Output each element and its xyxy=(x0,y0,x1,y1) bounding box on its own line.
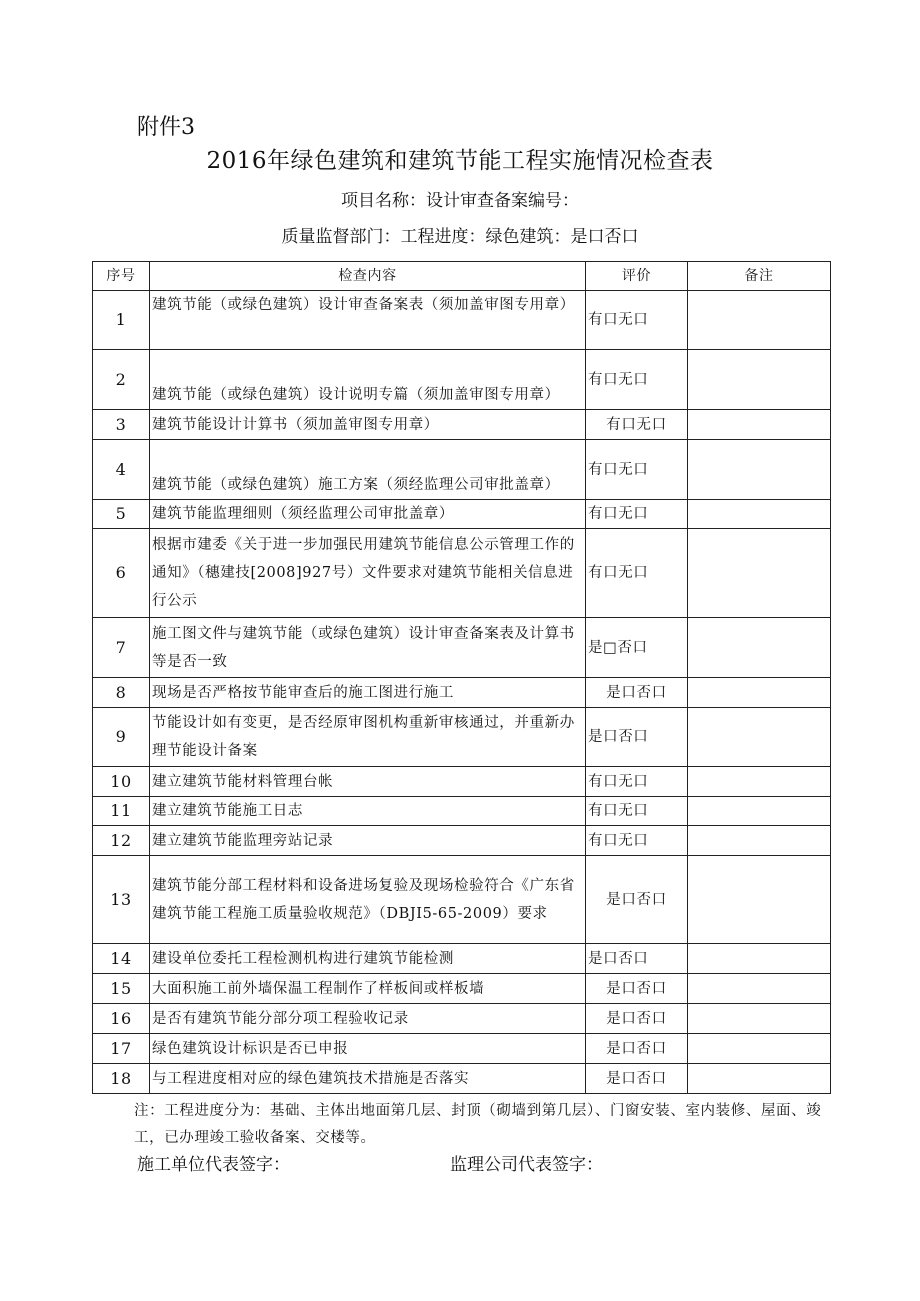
row-remarks xyxy=(688,797,831,826)
row-check-content: 建筑节能设计计算书（须加盖审图专用章） xyxy=(150,410,586,440)
row-check-content: 现场是否严格按节能审查后的施工图进行施工 xyxy=(150,678,586,708)
row-evaluation: 有口无口 xyxy=(586,440,688,500)
row-evaluation: 是口否口 xyxy=(586,1004,688,1034)
row-check-content: 大面积施工前外墙保温工程制作了样板间或样板墙 xyxy=(150,974,586,1004)
construction-signature-label: 施工单位代表签字： xyxy=(137,1155,290,1175)
row-check-content: 建立建筑节能监理旁站记录 xyxy=(150,826,586,856)
row-evaluation: 有口无口 xyxy=(586,410,688,440)
table-row xyxy=(93,529,831,618)
table-row xyxy=(93,1064,831,1094)
table-row xyxy=(93,410,831,440)
column-header-content: 检查内容 xyxy=(150,262,586,291)
row-remarks xyxy=(688,350,831,410)
row-number: 9 xyxy=(93,708,150,767)
row-number: 15 xyxy=(93,974,150,1004)
row-evaluation: 有口无口 xyxy=(586,529,688,618)
table-row xyxy=(93,1034,831,1064)
table-row xyxy=(93,440,831,500)
row-remarks xyxy=(688,678,831,708)
row-number: 2 xyxy=(93,350,150,410)
row-evaluation: 是口否口 xyxy=(586,678,688,708)
row-remarks xyxy=(688,767,831,797)
attachment-label: 附件3 xyxy=(137,115,195,140)
table-row xyxy=(93,678,831,708)
row-number: 18 xyxy=(93,1064,150,1094)
row-remarks xyxy=(688,1004,831,1034)
row-remarks xyxy=(688,1034,831,1064)
row-number: 12 xyxy=(93,826,150,856)
table-header-row xyxy=(93,262,831,291)
table-row xyxy=(93,826,831,856)
table-row xyxy=(93,618,831,678)
row-evaluation: 有口无口 xyxy=(586,826,688,856)
row-number: 13 xyxy=(93,856,150,944)
row-evaluation: 有口无口 xyxy=(586,767,688,797)
row-evaluation: 是口否口 xyxy=(586,1064,688,1094)
row-remarks xyxy=(688,1064,831,1094)
row-check-content: 节能设计如有变更，是否经原审图机构重新审核通过，并重新办理节能设计备案 xyxy=(150,708,586,767)
row-check-content: 建设单位委托工程检测机构进行建筑节能检测 xyxy=(150,944,586,974)
column-header-evaluation: 评价 xyxy=(586,262,688,291)
row-evaluation: 是口否口 xyxy=(586,708,688,767)
row-check-content: 建筑节能监理细则（须经监理公司审批盖章） xyxy=(150,500,586,529)
row-evaluation: 是口否口 xyxy=(586,1034,688,1064)
row-check-content: 与工程进度相对应的绿色建筑技术措施是否落实 xyxy=(150,1064,586,1094)
project-info-line: 项目名称：设计审查备案编号： xyxy=(341,191,579,211)
row-evaluation: 有口无口 xyxy=(586,500,688,529)
row-check-content: 建立建筑节能材料管理台帐 xyxy=(150,767,586,797)
row-check-content: 根据市建委《关于进一步加强民用建筑节能信息公示管理工作的通知》（穗建技[2008]927号）文件要求对建筑节能相关信息进行公示 xyxy=(150,529,586,618)
column-header-remarks: 备注 xyxy=(688,262,831,291)
row-evaluation: 是□否口 xyxy=(586,618,688,678)
row-check-content: 建筑节能（或绿色建筑）设计审查备案表（须加盖审图专用章） xyxy=(150,291,586,350)
supervision-info-line: 质量监督部门：工程进度：绿色建筑：是口否口 xyxy=(281,227,639,247)
row-remarks xyxy=(688,410,831,440)
supervision-signature-label: 监理公司代表签字： xyxy=(450,1155,603,1175)
row-number: 17 xyxy=(93,1034,150,1064)
inspection-table xyxy=(92,261,831,1094)
row-check-content: 建筑节能分部工程材料和设备进场复验及现场检验符合《广东省建筑节能工程施工质量验收规范》（DBJI5-65-2009）要求 xyxy=(150,856,586,944)
table-row xyxy=(93,856,831,944)
row-number: 16 xyxy=(93,1004,150,1034)
row-remarks xyxy=(688,974,831,1004)
row-evaluation: 是口否口 xyxy=(586,944,688,974)
row-number: 14 xyxy=(93,944,150,974)
row-remarks xyxy=(688,500,831,529)
row-check-content: 施工图文件与建筑节能（或绿色建筑）设计审查备案表及计算书等是否一致 xyxy=(150,618,586,678)
table-row xyxy=(93,500,831,529)
column-header-no: 序号 xyxy=(93,262,150,291)
row-remarks xyxy=(688,856,831,944)
row-evaluation: 是口否口 xyxy=(586,974,688,1004)
row-number: 1 xyxy=(93,291,150,350)
row-check-content: 是否有建筑节能分部分项工程验收记录 xyxy=(150,1004,586,1034)
table-row xyxy=(93,1004,831,1034)
row-evaluation: 有口无口 xyxy=(586,291,688,350)
row-number: 4 xyxy=(93,440,150,500)
table-row xyxy=(93,797,831,826)
page-title: 2016年绿色建筑和建筑节能工程实施情况检查表 xyxy=(206,148,714,174)
row-check-content: 建筑节能（或绿色建筑）设计说明专篇（须加盖审图专用章） xyxy=(150,350,586,410)
row-remarks xyxy=(688,944,831,974)
row-evaluation: 有口无口 xyxy=(586,350,688,410)
row-number: 8 xyxy=(93,678,150,708)
table-row xyxy=(93,944,831,974)
table-row xyxy=(93,291,831,350)
row-number: 3 xyxy=(93,410,150,440)
row-check-content: 绿色建筑设计标识是否已申报 xyxy=(150,1034,586,1064)
row-remarks xyxy=(688,440,831,500)
row-check-content: 建筑节能（或绿色建筑）施工方案（须经监理公司审批盖章） xyxy=(150,440,586,500)
row-evaluation: 是口否口 xyxy=(586,856,688,944)
row-remarks xyxy=(688,826,831,856)
table-row xyxy=(93,350,831,410)
row-remarks xyxy=(688,618,831,678)
table-row xyxy=(93,767,831,797)
row-number: 10 xyxy=(93,767,150,797)
row-remarks xyxy=(688,529,831,618)
table-row xyxy=(93,708,831,767)
row-number: 6 xyxy=(93,529,150,618)
table-row xyxy=(93,974,831,1004)
row-number: 5 xyxy=(93,500,150,529)
row-remarks xyxy=(688,708,831,767)
row-number: 7 xyxy=(93,618,150,678)
row-evaluation: 有口无口 xyxy=(586,797,688,826)
row-number: 11 xyxy=(93,797,150,826)
footnote: 注：工程进度分为：基础、主体出地面第几层、封顶（砌墙到第几层）、门窗安装、室内装修、屋面、竣工，已办理竣工验收备案、交楼等。 xyxy=(134,1103,822,1146)
row-check-content: 建立建筑节能施工日志 xyxy=(150,797,586,826)
row-remarks xyxy=(688,291,831,350)
